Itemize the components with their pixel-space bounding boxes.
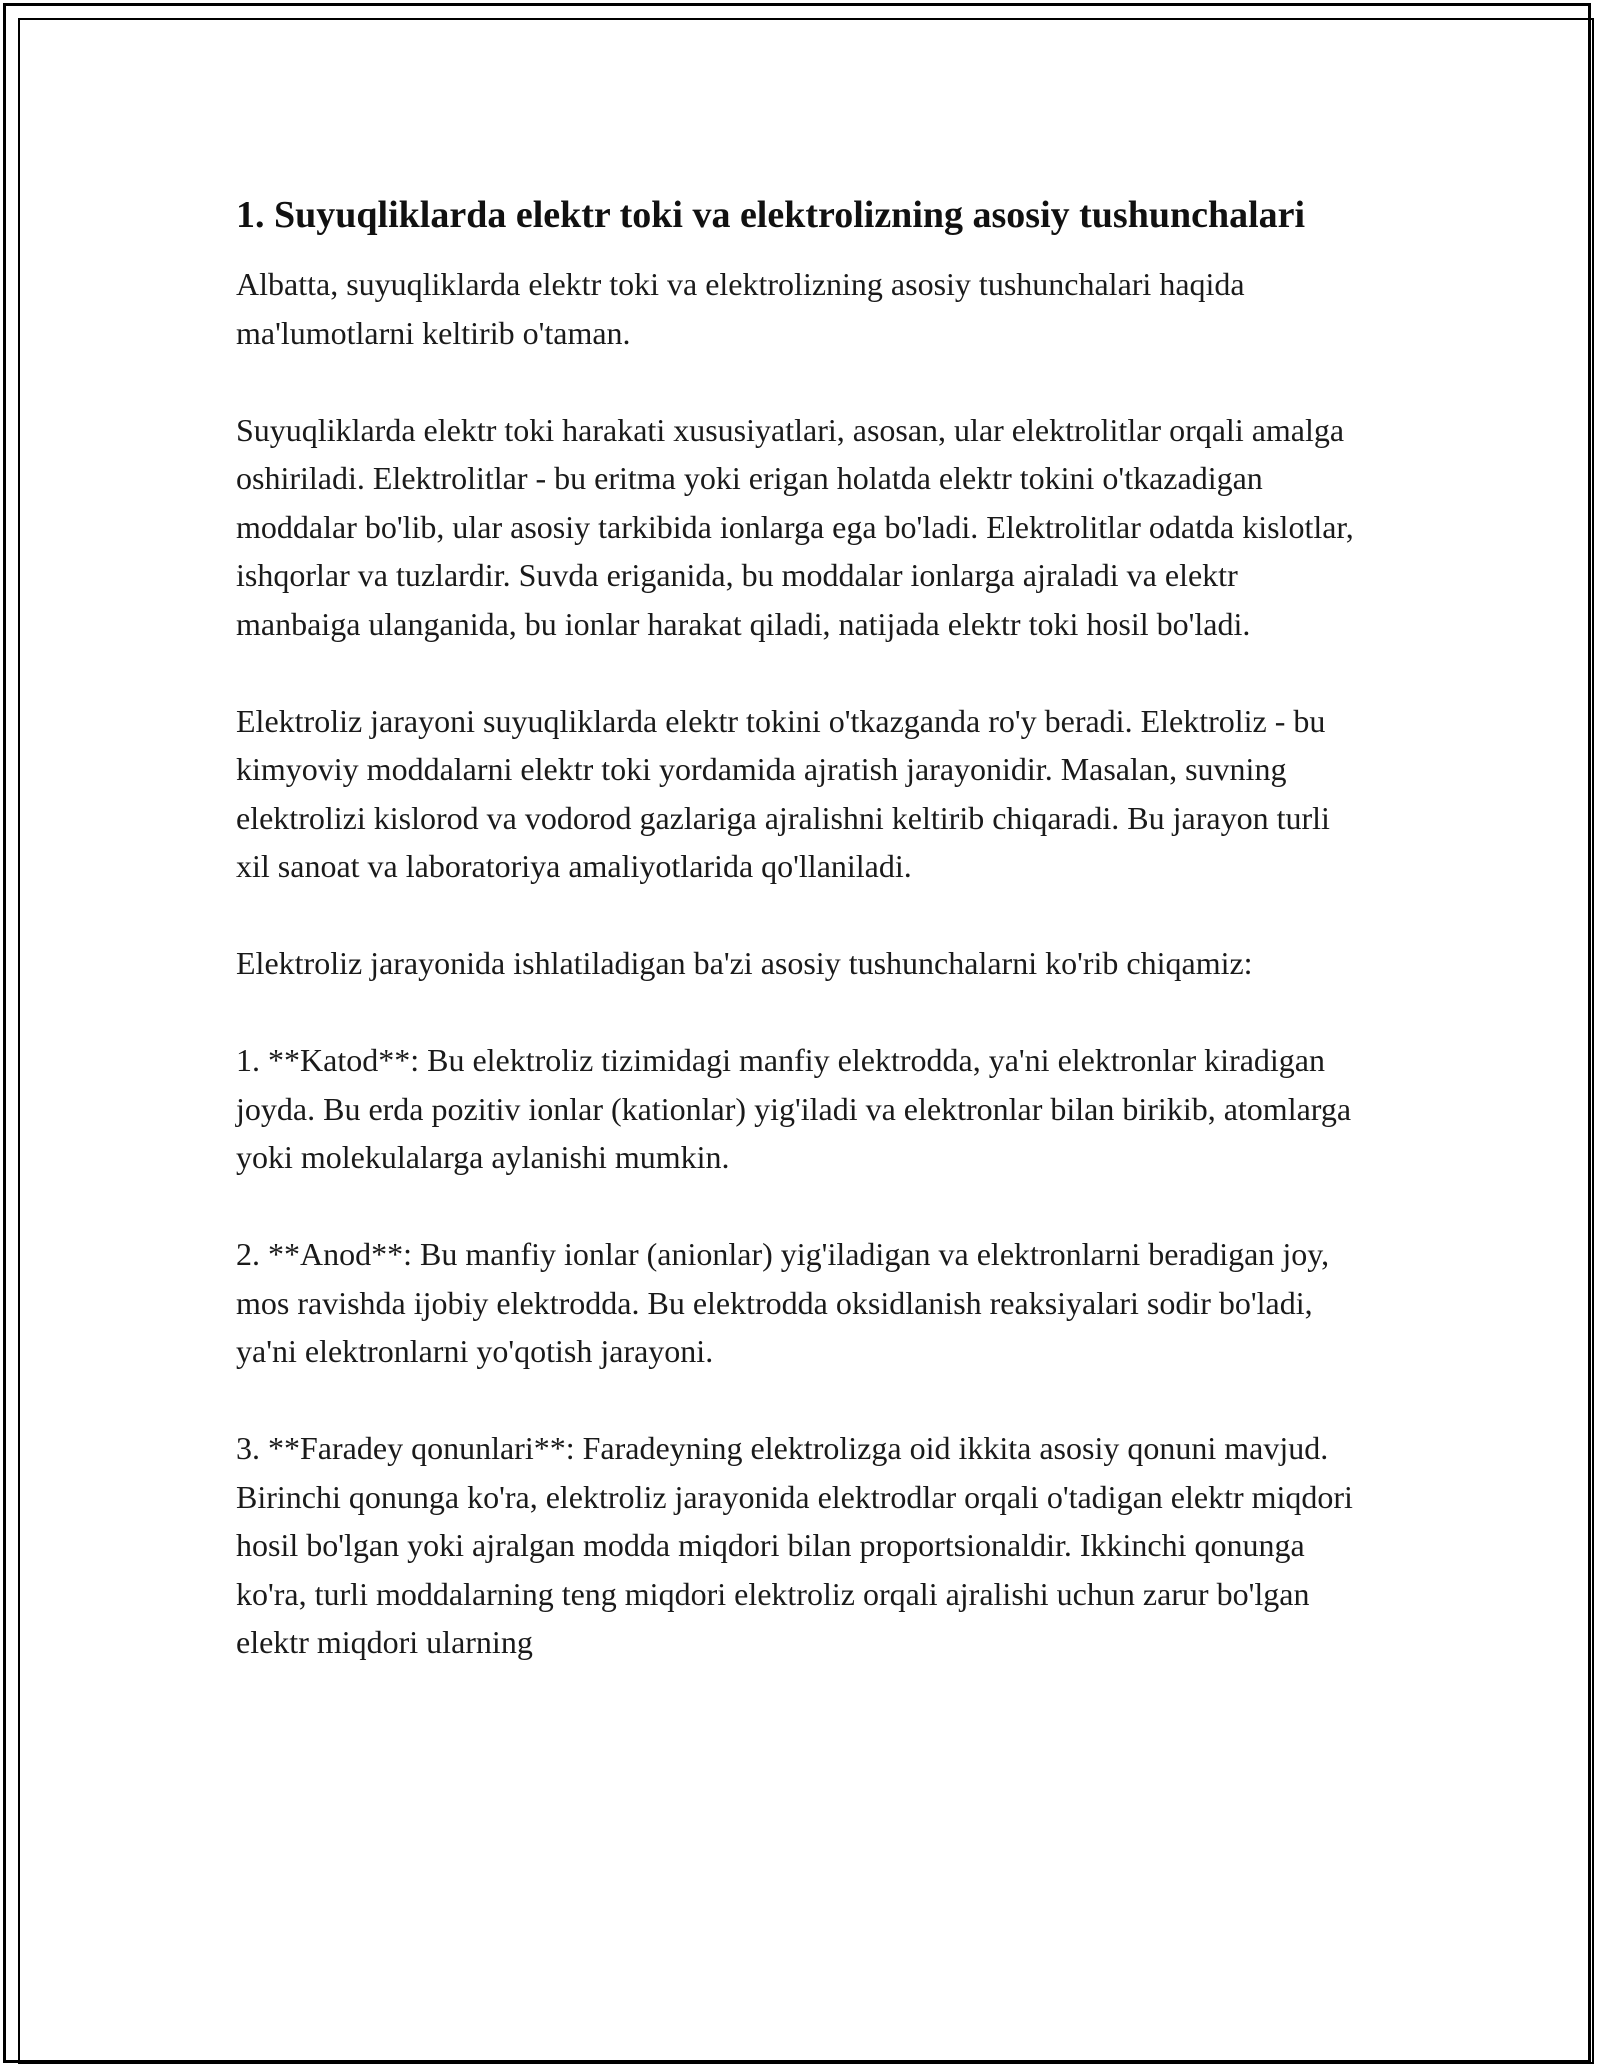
document-title: 1. Suyuqliklarda elektr toki va elektrolizning asosiy tushunchalari [236, 194, 1306, 236]
paragraph-intro: Albatta, suyuqliklarda elektr toki va elektrolizning asosiy tushunchalari haqida ma'lumotlarni keltirib o'taman. [236, 266, 1245, 351]
paragraph-spacer [236, 1376, 1366, 1425]
paragraph-spacer [236, 988, 1366, 1037]
paragraph-electrolysis: Elektroliz jarayoni suyuqliklarda elektr tokini o'tkazganda ro'y beradi. Elektroliz - bu kimyoviy moddalarni elektr toki yordamida ajratish jarayonidir. Masalan, suvning elektrolizi kislorod va vodorod gazlariga ajralishni keltirib chiqaradi. Bu jarayon turli xil sanoat va laboratoriya amaliyotlarida qo'llaniladi. [236, 702, 1330, 884]
paragraph-spacer [236, 648, 1366, 697]
paragraph-concepts-intro: Elektroliz jarayonida ishlatiladigan ba'zi asosiy tushunchalarni ko'rib chiqamiz: [236, 945, 1253, 981]
paragraph-electrolytes: Suyuqliklarda elektr toki harakati xususiyatlari, asosan, ular elektrolitlar orqali amalga oshiriladi. Elektrolitlar - bu eritma yoki erigan holatda elektr tokini o'tkazadigan moddalar bo'lib, ular asosiy tarkibida ionlarga ega bo'ladi. Elektrolitlar odatda kislotlar, ishqorlar va tuzlardir. Suvda eriganida, bu moddalar ionlarga ajraladi va elektr manbaiga ulanganida, bu ionlar harakat qiladi, natijada elektr toki hosil bo'ladi. [236, 411, 1354, 642]
paragraph-spacer [236, 1182, 1366, 1231]
paragraph-spacer [236, 891, 1366, 940]
title-spacer [236, 242, 1366, 260]
document-body [236, 188, 1366, 1667]
list-item-cathode: 1. **Katod**: Bu elektroliz tizimidagi manfiy elektrodda, ya'ni elektronlar kiradigan joyda. Bu erda pozitiv ionlar (kationlar) yig'iladi va elektronlar bilan birikib, atomlarga yoki molekulalarga aylanishi mumkin. [236, 1042, 1352, 1175]
list-item-faraday-laws: 3. **Faradey qonunlari**: Faradeyning elektrolizga oid ikkita asosiy qonuni mavjud. Birinchi qonunga ko'ra, elektroliz jarayonida elektrodlar orqali o'tadigan elektr miqdori hosil bo'lgan yoki ajralgan modda miqdori bilan proportsionaldir. Ikkinchi qonunga ko'ra, turli moddalarning teng miqdori elektroliz orqali ajralishi uchun zarur bo'lgan elektr miqdori ularning [236, 1430, 1353, 1660]
paragraph-spacer [236, 357, 1366, 406]
list-item-anode: 2. **Anod**: Bu manfiy ionlar (anionlar) yig'iladigan va elektronlarni beradigan joy, mos ravishda ijobiy elektrodda. Bu elektrodda oksidlanish reaksiyalari sodir bo'ladi, ya'ni elektronlarni yo'qotish jarayoni. [236, 1236, 1330, 1369]
